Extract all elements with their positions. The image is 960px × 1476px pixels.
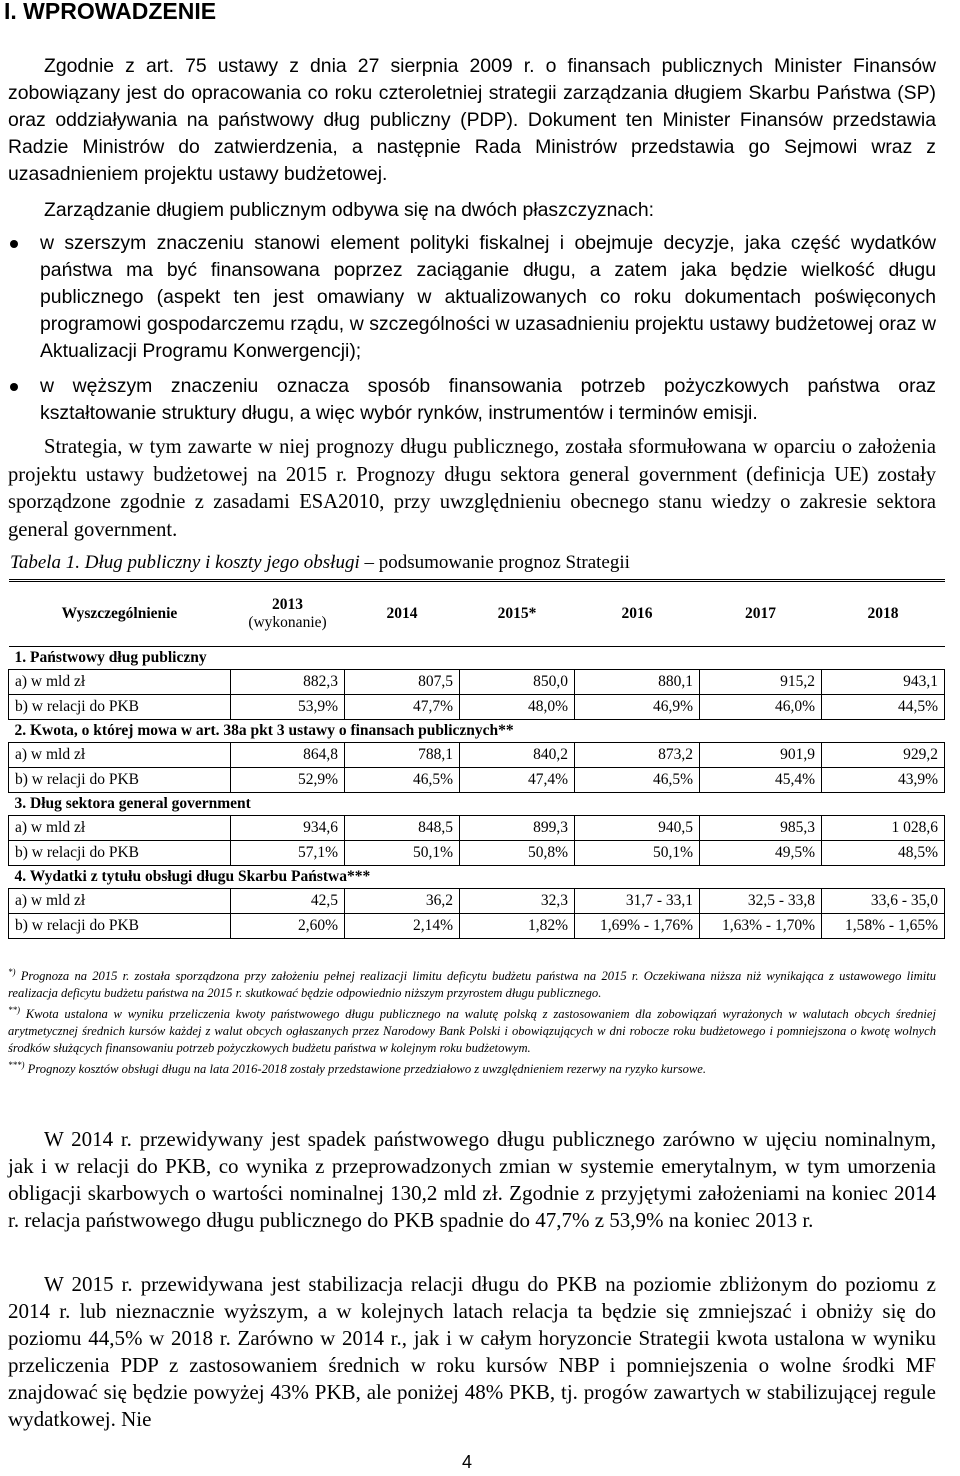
table-cell: 940,5	[575, 816, 700, 841]
table-cell: 943,1	[822, 670, 945, 695]
footnote-text: Prognozy kosztów obsługi długu na lata 2016-2018 zostały przedstawione przedziałowo z uwzględnieniem rezerwy na ryzyko kursowe.	[24, 1062, 707, 1077]
debt-summary-table	[8, 579, 945, 939]
row-label: a) w mld zł	[9, 743, 231, 768]
table-cell: 2,60%	[231, 914, 345, 939]
table-cell: 50,1%	[575, 841, 700, 866]
table-row	[9, 743, 945, 768]
table-cell: 1,69% - 1,76%	[575, 914, 700, 939]
forecast-2015-paragraph: W 2015 r. przewidywana jest stabilizacja relacji długu do PKB na poziomie zbliżonym do poziomu z 2014 r. lub nieznacznie wyższym, a w kolejnych latach relacja ta będzie się zmniejszać i obniży się do poziomu 44,5% w 2018 r. Zarówno w 2014 r., jak i w całym horyzoncie Strategii kwota ustalona w wyniku przeliczenia PDP z zastosowaniem średnich w roku kursów NBP i pomniejszenia o wolne środki MF znajdować się będzie powyżej 43% PKB, ale poniżej 48% PKB, tj. progów zawartych w stabilizującej regule wydatkowej. Nie	[8, 1272, 936, 1431]
forecast-2014-paragraph: W 2014 r. przewidywany jest spadek państwowego długu publicznego zarówno w ujęciu nominalnym, jak i w relacji do PKB, co wynika z przeprowadzonych zmian w systemie emerytalnym, w tym umorzenia obligacji skarbowych o wartości nominalnej 130,2 mld zł. Zgodnie z przyjętymi założeniami na koniec 2014 r. relacja państwowego długu publicznego do PKB spadnie do 47,7% z 53,9% na koniec 2013 r.	[8, 1127, 936, 1232]
table-row	[9, 695, 945, 720]
footnote-mark: **)	[8, 1005, 20, 1016]
table-footnotes	[8, 964, 936, 1079]
table-section-row	[9, 647, 945, 670]
intro-paragraph: Zgodnie z art. 75 ustawy z dnia 27 sierpnia 2009 r. o finansach publicznych Minister Finansów zobowiązany jest do opracowania co roku czteroletniej strategii zarządzania długiem Skarbu Państwa (SP) oraz oddziaływania na państwowy dług publiczny (PDP). Dokument ten Minister Finansów przedstawia Radzie Ministrów do zatwierdzenia, a następnie Rada Ministrów przedstawia go Sejmowi wraz z uzasadnieniem projektu ustawy budżetowej.	[8, 55, 936, 185]
row-label: a) w mld zł	[9, 670, 231, 695]
table-cell: 47,4%	[460, 768, 575, 793]
table-caption-subtitle: – podsumowanie prognoz Strategii	[359, 552, 630, 573]
table-row	[9, 914, 945, 939]
table-section-row	[9, 720, 945, 743]
column-header-year: 2017	[700, 581, 822, 647]
table-cell: 807,5	[345, 670, 460, 695]
footnote-mark: ***)	[8, 1060, 25, 1071]
column-header-sub: (wykonanie)	[248, 614, 327, 631]
list-item-text: w węższym znaczeniu oznacza sposób finansowania potrzeb pożyczkowych państwa oraz kształtowanie struktury długu, a więc wybór rynków, instrumentów i terminów emisji.	[40, 375, 936, 424]
footnote	[8, 1002, 936, 1057]
row-label: a) w mld zł	[9, 889, 231, 914]
table-cell: 50,8%	[460, 841, 575, 866]
table-cell: 1,82%	[460, 914, 575, 939]
table-cell: 32,5 - 33,8	[700, 889, 822, 914]
table-cell: 2,14%	[345, 914, 460, 939]
section-title: 4. Wydatki z tytułu obsługi długu Skarbu Państwa***	[14, 868, 371, 885]
page-number: 4	[462, 1452, 473, 1472]
table-cell: 1 028,6	[822, 816, 945, 841]
column-header-year: 2013	[272, 596, 303, 613]
footnote-text: Kwota ustalona w wyniku przeliczenia kwoty państwowego długu publicznego na walutę polską z zastosowaniem dla zobowiązań wyrażonych w walutach obcych średniej arytmetycznej średnich kursów każdej z walut obcych ogłaszanych przez Narodowy Bank Polski i obowiązujących w dni robocze roku budżetowego i pomniejszona o kwotę wolnych środków służących finansowaniu potrzeb pożyczkowych budżetu państwa w kolejnym roku budżetowym.	[8, 1007, 936, 1056]
table-cell: 46,5%	[575, 768, 700, 793]
table-cell: 788,1	[345, 743, 460, 768]
table-cell: 880,1	[575, 670, 700, 695]
section-title: 3. Dług sektora general government	[14, 795, 251, 812]
table-cell: 53,9%	[231, 695, 345, 720]
management-levels-intro: Zarządzanie długiem publicznym odbywa się na dwóch płaszczyznach:	[44, 199, 655, 221]
table-cell: 42,5	[231, 889, 345, 914]
management-levels-list	[0, 230, 936, 427]
table-caption	[10, 552, 630, 574]
table-cell: 985,3	[700, 816, 822, 841]
table-cell: 52,9%	[231, 768, 345, 793]
table-row	[9, 889, 945, 914]
table-cell: 864,8	[231, 743, 345, 768]
table-cell: 43,9%	[822, 768, 945, 793]
table-cell: 848,5	[345, 816, 460, 841]
table-cell: 45,4%	[700, 768, 822, 793]
footnote	[8, 1057, 936, 1078]
row-label: b) w relacji do PKB	[9, 914, 231, 939]
table-cell: 873,2	[575, 743, 700, 768]
column-header-year: 2015*	[460, 581, 575, 647]
table-cell: 48,5%	[822, 841, 945, 866]
table-section-row	[9, 866, 945, 889]
table-section-row	[9, 793, 945, 816]
list-item	[0, 230, 936, 365]
table-row	[9, 670, 945, 695]
table-row	[9, 816, 945, 841]
section-heading: I. WPROWADZENIE	[4, 0, 217, 24]
table-cell: 48,0%	[460, 695, 575, 720]
table-cell: 50,1%	[345, 841, 460, 866]
bullet-icon	[10, 383, 18, 391]
table-cell: 32,3	[460, 889, 575, 914]
row-label: b) w relacji do PKB	[9, 695, 231, 720]
strategy-paragraph: Strategia, w tym zawarte w niej prognozy długu publicznego, została sformułowana w oparciu o założenia projektu ustawy budżetowej na 2015 r. Prognozy długu sektora general government (definicja UE) zostały sporządzone zgodnie z zasadami ESA2010, przy uwzględnieniu obecnego stanu wiedzy o zakresie sektora general government.	[8, 436, 936, 541]
section-title: 1. Państwowy dług publiczny	[14, 649, 207, 666]
table-cell: 840,2	[460, 743, 575, 768]
table-cell: 899,3	[460, 816, 575, 841]
table-cell: 31,7 - 33,1	[575, 889, 700, 914]
column-header-label: Wyszczególnienie	[9, 581, 231, 647]
footnote	[8, 964, 936, 1002]
table-cell: 850,0	[460, 670, 575, 695]
column-header-year: 2016	[575, 581, 700, 647]
table-cell: 49,5%	[700, 841, 822, 866]
column-header-2013	[231, 581, 345, 647]
row-label: b) w relacji do PKB	[9, 841, 231, 866]
table-row	[9, 841, 945, 866]
table-row	[9, 768, 945, 793]
table-cell: 33,6 - 35,0	[822, 889, 945, 914]
column-header-year: 2018	[822, 581, 945, 647]
table-cell: 1,58% - 1,65%	[822, 914, 945, 939]
section-title: 2. Kwota, o której mowa w art. 38a pkt 3 ustawy o finansach publicznych**	[14, 722, 514, 739]
row-label: b) w relacji do PKB	[9, 768, 231, 793]
table-header-row	[9, 581, 945, 647]
table-cell: 934,6	[231, 816, 345, 841]
table-cell: 1,63% - 1,70%	[700, 914, 822, 939]
table-cell: 46,9%	[575, 695, 700, 720]
table-cell: 929,2	[822, 743, 945, 768]
bullet-icon	[10, 240, 18, 248]
table-cell: 57,1%	[231, 841, 345, 866]
row-label: a) w mld zł	[9, 816, 231, 841]
footnote-mark: *)	[8, 967, 16, 977]
table-cell: 46,0%	[700, 695, 822, 720]
table-cell: 44,5%	[822, 695, 945, 720]
table-caption-title: Tabela 1. Dług publiczny i koszty jego obsługi	[10, 552, 360, 573]
list-item	[0, 373, 936, 427]
table-cell: 47,7%	[345, 695, 460, 720]
table-cell: 915,2	[700, 670, 822, 695]
column-header-year: 2014	[345, 581, 460, 647]
list-item-text: w szerszym znaczeniu stanowi element polityki fiskalnej i obejmuje decyzje, jaka część wydatków państwa ma być finansowana poprzez zaciąganie długu, a zatem jaka będzie wielkość długu publicznego (aspekt ten jest omawiany w aktualizowanych co roku dokumentach poświęconych programowi gospodarczemu rządu, w szczególności w uzasadnieniu projektu ustawy budżetowej oraz w Aktualizacji Programu Konwergencji);	[40, 232, 936, 362]
table-cell: 46,5%	[345, 768, 460, 793]
table-cell: 36,2	[345, 889, 460, 914]
footnote-text: Prognoza na 2015 r. została sporządzona przy założeniu pełnej realizacji limitu deficytu budżetu państwa na 2015 r. Oczekiwana niższa niż wynikająca z ustawowego limitu realizacja deficytu budżetu państwa na 2015 r. skutkować będzie odpowiednio niższym przyrostem długu publicznego.	[8, 969, 936, 1001]
table-cell: 901,9	[700, 743, 822, 768]
table-cell: 882,3	[231, 670, 345, 695]
